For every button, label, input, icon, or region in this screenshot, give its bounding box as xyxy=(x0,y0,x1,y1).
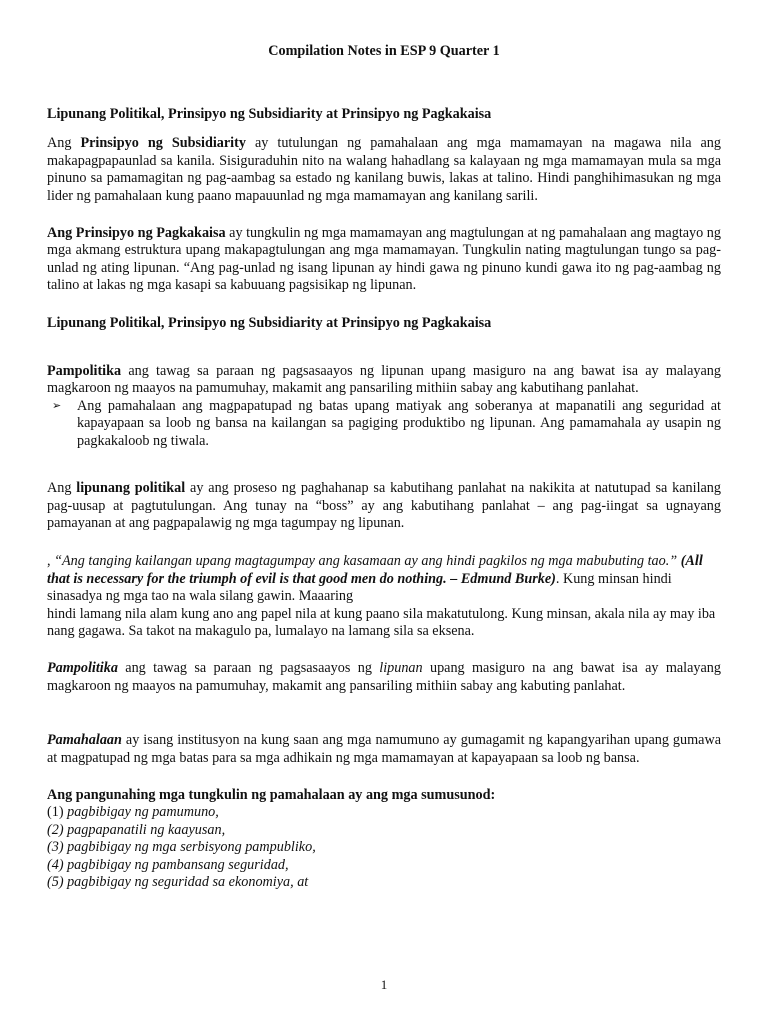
paragraph-pagkakaisa: Ang Prinsipyo ng Pagkakaisa ay tungkulin ng mga mamamayan ang magtulungan at ng pamahalaan ang magtayo ng mga akmang estruktura upang makapagtulungan ang mga mamamayan. Tungkulin nating magtulungan tungo sa pag-unlad ng ating lipunan. “Ang pag-unlad ng isang lipunan ay hindi gawa ng pinuno kundi gawa ito ng pag-aambag ng talino at lakas ng mga kasapi sa kabuuang pagsisikap ng lipunan. xyxy=(47,225,721,294)
paragraph-pampolitika: Pampolitika ang tawag sa paraan ng pagsasaayos ng lipunan upang masiguro na ang bawat isa ay malayang magkaroon ng maayos na pamumuhay, makamit ang pansariling mithiin sabay ang kabutihang panlahat. xyxy=(47,363,721,397)
term-pampolitika: Pampolitika xyxy=(47,363,122,380)
paragraph-lipunang-politikal: Ang lipunang politikal ay ang proseso ng paghahanap sa kabutihang panlahat na nakikita at natutupad sa kanilang pag-uusap at pagtutulungan. Ang tunay na “boss” ay ang kabutihang panlahat – ang pag-iingat sa ugnayang pamayanan at ang pagpapalawig ng mga tagumpay ng lipunan. xyxy=(47,480,721,531)
list-item: (1) pagbibigay ng pamumuno, xyxy=(47,804,219,821)
term-pagkakaisa: Ang Prinsipyo ng Pagkakaisa xyxy=(47,225,226,242)
paragraph-subsidiarity: Ang Prinsipyo ng Subsidiarity ay tutulungan ng pamahalaan ang mga mamamayan na magawa nila ang makapagpapaunlad sa kanila. Sisiguraduhin nito na walang hahadlang sa kalayaan ng mga mamamayan mula sa mga pinuno sa pamamagitan ng pag-aambag sa estado ng kanilang buwis, lakas at talino. Hindi panghihimasukan ng mga lider ng pamahalaan kung paano mapauunlad ng mga mamamayan ang kanilang sarili. xyxy=(47,135,721,204)
document-body xyxy=(47,106,721,891)
quote-english: (All that is necessary for the triumph of evil is that good men do nothing. – Edmund Burke) xyxy=(47,553,703,587)
bullet-item xyxy=(47,398,721,450)
list-item: (5) pagbibigay ng seguridad sa ekonomiya, at xyxy=(47,874,309,890)
duties-list xyxy=(47,804,721,891)
term-pamahalaan: Pamahalaan xyxy=(47,732,122,749)
list-item: (2) pagpapanatili ng kaayusan, xyxy=(47,821,226,838)
paragraph-quote: , “Ang tanging kailangan upang magtagumpay ang kasamaan ay ang hindi pagkilos ng mga mabubuting tao.” (All that is necessary for the triumph of evil is that good men do nothing. – Edmund Burke). Kung minsan hindi sinasadya ng mga tao na wala silang gawin. Maaaring hindi lamang nila alam kung ano ang papel nila at kung paano sila makatutulong. Kung minsan, akala nila ay may iba nang gagawa. Sa takot na makagulo pa, lumalayo na lamang sila sa eksena. xyxy=(47,553,716,639)
page-number: 1 xyxy=(380,977,388,992)
paragraph-pampolitika-2: Pampolitika ang tawag sa paraan ng pagsasaayos ng lipunan upang masiguro na ang bawat isa ay malayang magkaroon ng maayos na pamumuhay, makamit ang pansariling mithiin sabay ang kabuting panlahat. xyxy=(47,660,721,694)
term-subsidiarity: Prinsipyo ng Subsidiarity xyxy=(80,135,246,152)
term-lipunang-politikal: lipunang politikal xyxy=(76,480,186,497)
document-title: Compilation Notes in ESP 9 Quarter 1 xyxy=(268,43,500,59)
bullet-text: Ang pamahalaan ang magpapatupad ng batas upang matiyak ang soberanya at mapanatili ang seguridad at kapayapaan sa loob ng bansa na kailangan sa pagiging produktibo ng lipunan. Ang pamamahala ay usapin ng pagkakaloob ng tiwala. xyxy=(77,397,721,449)
arrow-bullet-icon: ➢ xyxy=(52,399,62,412)
list-item: (4) pagbibigay ng pambansang seguridad, xyxy=(47,856,289,873)
term-pampolitika-2: Pampolitika xyxy=(47,660,118,677)
quote-tagalog: “Ang tanging kailangan upang magtagumpay ang kasamaan ay ang hindi pagkilos ng mga mabubuting tao.” xyxy=(54,553,678,570)
paragraph-pamahalaan: Pamahalaan ay isang institusyon na kung saan ang mga namumuno ay gumagamit ng kapangyarihan upang gumawa at magpatupad ng mga batas para sa mga adhikain ng mga mamamayan at kapayapaan sa loob ng bansa. xyxy=(47,732,721,766)
section-heading-2: Lipunang Politikal, Prinsipyo ng Subsidiarity at Prinsipyo ng Pagkakaisa xyxy=(47,314,492,331)
list-item: (3) pagbibigay ng mga serbisyong pampubliko, xyxy=(47,839,316,856)
list-heading: Ang pangunahing mga tungkulin ng pamahalaan ay ang mga sumusunod: xyxy=(47,786,496,803)
section-heading-1: Lipunang Politikal, Prinsipyo ng Subsidiarity at Prinsipyo ng Pagkakaisa xyxy=(47,106,492,122)
